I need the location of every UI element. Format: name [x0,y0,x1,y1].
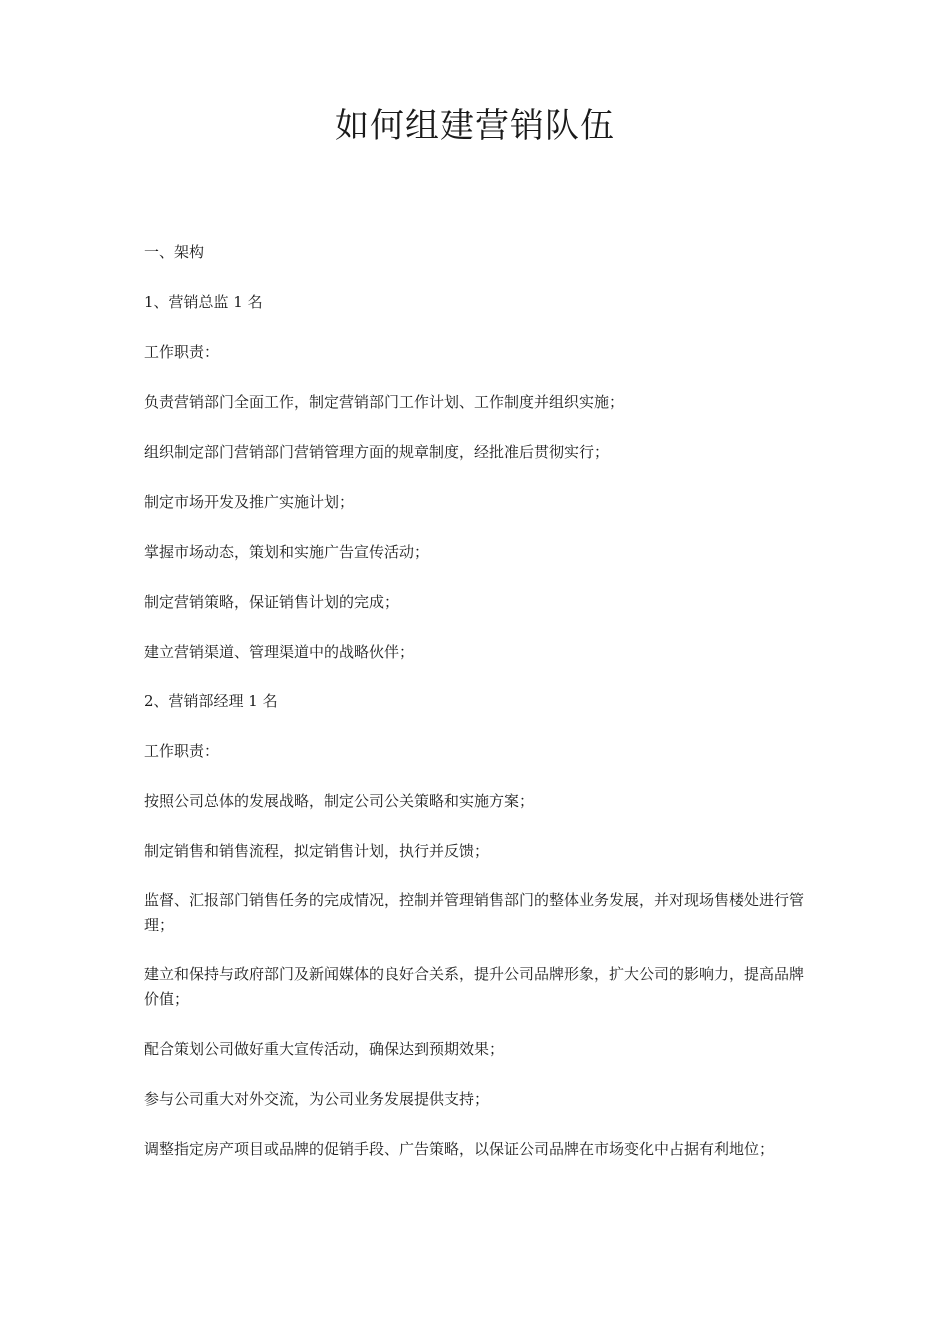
role-heading: 2、营销部经理 1 名 [144,692,278,710]
duty-item: 参与公司重大对外交流，为公司业务发展提供支持； [144,1090,490,1108]
duty-item: 掌握市场动态，策划和实施广告宣传活动； [144,543,430,561]
duty-item: 监督、汇报部门销售任务的完成情况，控制并管理销售部门的整体业务发展，并对现场售楼处进行管理； [144,891,805,934]
duty-item: 调整指定房产项目或品牌的促销手段、广告策略，以保证公司品牌在市场变化中占据有利地位； [144,1140,775,1158]
document-title: 如何组建营销队伍 [335,106,615,146]
duty-item: 配合策划公司做好重大宣传活动，确保达到预期效果； [144,1040,505,1058]
duty-item: 建立和保持与政府部门及新闻媒体的良好合关系，提升公司品牌形象，扩大公司的影响力，提高品牌价值； [144,965,805,1008]
duty-item: 制定市场开发及推广实施计划； [144,493,355,511]
duties-label: 工作职责： [144,343,220,361]
duty-item: 制定销售和销售流程，拟定销售计划，执行并反馈； [144,842,490,860]
role-heading: 1、营销总监 1 名 [144,293,263,311]
duty-item: 按照公司总体的发展战略，制定公司公关策略和实施方案； [144,792,535,810]
duty-item: 建立营销渠道、管理渠道中的战略伙伴； [144,643,415,661]
duty-item: 制定营销策略，保证销售计划的完成； [144,593,400,611]
duty-item: 负责营销部门全面工作，制定营销部门工作计划、工作制度并组织实施； [144,393,625,411]
section-heading: 一、架构 [144,243,205,261]
duties-label: 工作职责： [144,742,220,760]
duty-item: 组织制定部门营销部门营销管理方面的规章制度，经批准后贯彻实行； [144,443,610,461]
